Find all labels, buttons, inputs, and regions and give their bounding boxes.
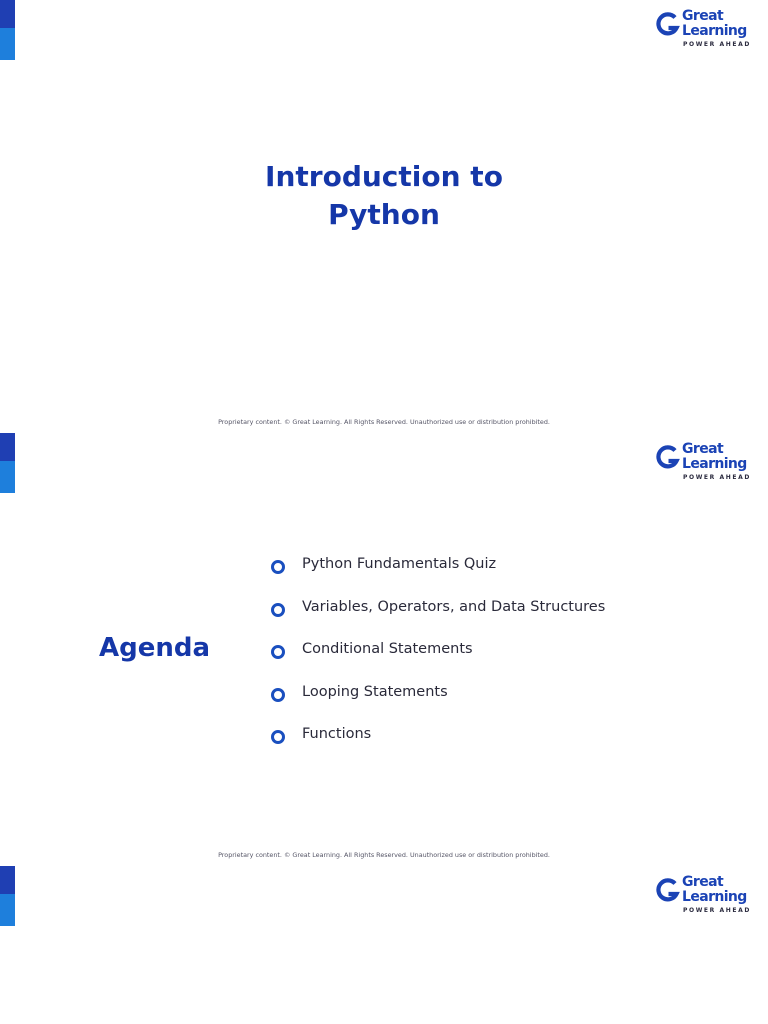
accent-bar-light	[0, 894, 15, 926]
accent-bar-dark	[0, 433, 15, 461]
agenda-heading: Agenda	[99, 633, 211, 663]
logo-word-great: Great	[682, 8, 724, 24]
logo-word-learning: Learning	[682, 889, 747, 905]
agenda-list	[271, 553, 605, 766]
agenda-item-label: Functions	[302, 726, 372, 742]
circle-bullet-icon	[271, 730, 285, 744]
great-learning-logo	[656, 9, 752, 51]
g-logo-icon	[656, 444, 680, 472]
title-slide	[0, 0, 768, 433]
logo-word-great: Great	[682, 441, 724, 457]
circle-bullet-icon	[271, 688, 285, 702]
logo-word-learning: Learning	[682, 23, 747, 39]
agenda-item	[271, 681, 605, 724]
agenda-item-label: Variables, Operators, and Data Structures	[302, 598, 606, 615]
slide-title-line1: Introduction to	[265, 160, 503, 193]
accent-bar-dark	[0, 0, 15, 28]
circle-bullet-icon	[271, 645, 285, 659]
agenda-item	[271, 638, 605, 681]
logo-tagline: POWER AHEAD	[683, 474, 751, 481]
circle-bullet-icon	[271, 603, 285, 617]
g-logo-icon	[656, 877, 680, 905]
accent-bar-light	[0, 28, 15, 60]
accent-bar-dark	[0, 866, 15, 894]
logo-word-learning: Learning	[682, 456, 747, 472]
agenda-item-label: Looping Statements	[302, 683, 448, 700]
agenda-item	[271, 723, 605, 766]
agenda-item	[271, 596, 605, 639]
agenda-item	[271, 553, 605, 596]
great-learning-logo	[656, 875, 752, 917]
slide-title	[0, 158, 768, 234]
agenda-item-label: Conditional Statements	[302, 641, 473, 657]
logo-tagline: POWER AHEAD	[683, 41, 751, 48]
circle-bullet-icon	[271, 560, 285, 574]
logo-word-great: Great	[682, 874, 724, 890]
logo-tagline: POWER AHEAD	[683, 907, 751, 914]
slide-title-line2: Python	[328, 198, 440, 231]
agenda-item-label: Python Fundamentals Quiz	[302, 556, 497, 572]
accent-bar-light	[0, 461, 15, 493]
great-learning-logo	[656, 442, 752, 484]
copyright-footer: Proprietary content. © Great Learning. All Rights Reserved. Unauthorized use or distribution prohibited.	[218, 418, 550, 426]
g-logo-icon	[656, 11, 680, 39]
next-slide-partial	[0, 866, 768, 1024]
copyright-footer: Proprietary content. © Great Learning. All Rights Reserved. Unauthorized use or distribution prohibited.	[218, 851, 550, 859]
agenda-slide	[0, 433, 768, 866]
